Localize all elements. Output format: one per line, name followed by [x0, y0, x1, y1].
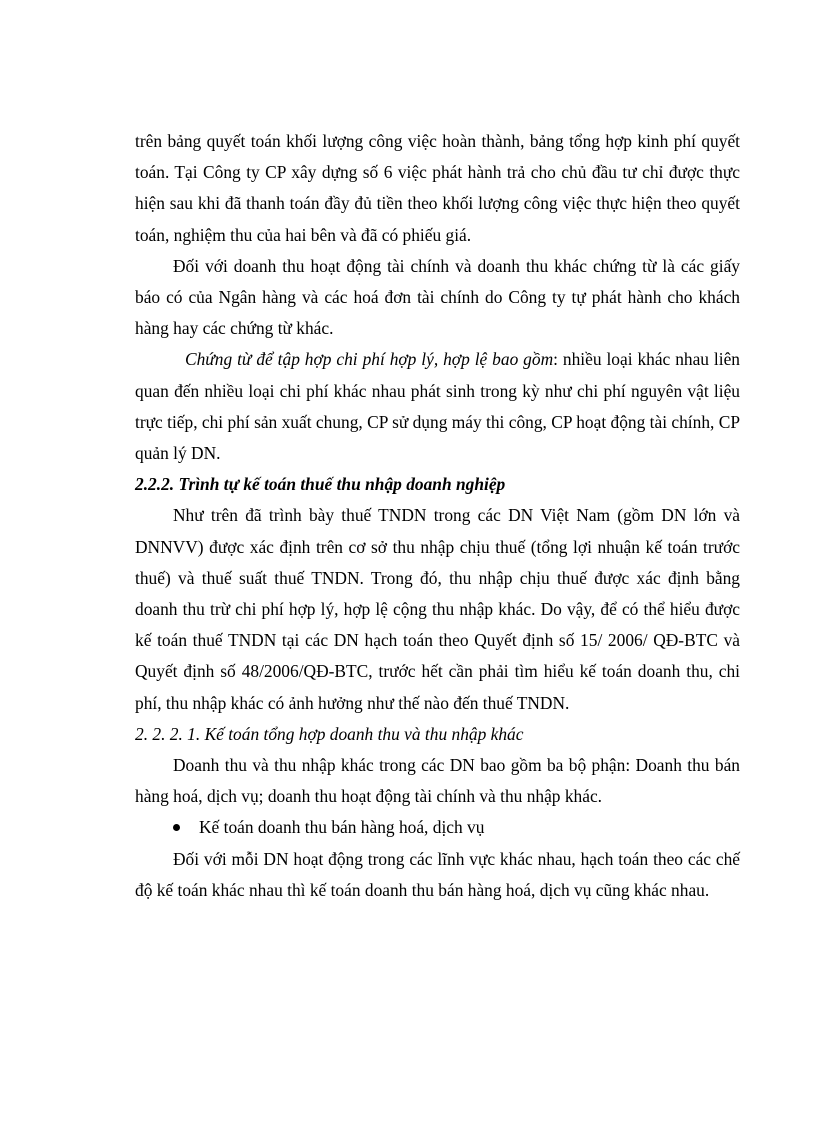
- section-heading-2-2-2-1: 2. 2. 2. 1. Kế toán tổng hợp doanh thu và thu nhập khác: [135, 723, 524, 744]
- cost-documents-rest: : nhiều loại khác nhau liên quan đến nhiều loại chi phí khác nhau phát sinh trong kỳ như chi phí nguyên vật liệu trực tiếp, chi phí sản xuất chung, CP sử dụng máy thi công, CP hoạt động tài chính, CP quản lý DN.: [135, 349, 740, 464]
- paragraph-revenue-parts: Doanh thu và thu nhập khác trong các DN bao gồm ba bộ phận: Doanh thu bán hàng hoá, dịch vụ; doanh thu hoạt động tài chính và thu nhập khác.: [135, 755, 740, 807]
- paragraph-tax-process: Như trên đã trình bày thuế TNDN trong các DN Việt Nam (gồm DN lớn và DNNVV) được xác định trên cơ sở thu nhập chịu thuế (tổng lợi nhuận kế toán trước thuế) và thuế suất thuế TNDN. Trong đó, thu nhập chịu thuế được xác định bằng doanh thu trừ chi phí hợp lý, hợp lệ cộng thu nhập khác. Do vậy, để có thể hiểu được kế toán thuế TNDN tại các DN hạch toán theo Quyết định số 15/ 2006/ QĐ-BTC và Quyết định số 48/2006/QĐ-BTC, trước hết cần phải tìm hiểu kế toán doanh thu, chi phí, thu nhập khác có ảnh hưởng như thế nào đến thuế TNDN.: [135, 505, 740, 713]
- paragraph-financial-revenue: Đối với doanh thu hoạt động tài chính và doanh thu khác chứng từ là các giấy báo có của Ngân hàng và các hoá đơn tài chính do Công ty tự phát hành cho khách hàng hay các chứng từ khác.: [135, 255, 740, 339]
- paragraph-settlement: trên bảng quyết toán khối lượng công việc hoàn thành, bảng tổng hợp kinh phí quyết toán. Tại Công ty CP xây dựng số 6 việc phát hành trả cho chủ đầu tư chỉ được thực hiện sau khi đã thanh toán đầy đủ tiền theo khối lượng công việc thực hiện theo quyết toán, nghiệm thu của hai bên và đã có phiếu giá.: [135, 131, 740, 245]
- bullet-item: [135, 812, 740, 843]
- document-page: [135, 126, 740, 906]
- bullet-icon: [173, 824, 180, 831]
- section-heading-2-2-2: 2.2.2. Trình tự kế toán thuế thu nhập doanh nghiệp: [135, 474, 506, 495]
- paragraph-cost-documents: [135, 344, 740, 469]
- bullet-item-label: Kế toán doanh thu bán hàng hoá, dịch vụ: [199, 817, 485, 838]
- paragraph-sales-revenue: Đối với mỗi DN hoạt động trong các lĩnh vực khác nhau, hạch toán theo các chế độ kế toán khác nhau thì kế toán doanh thu bán hàng hoá, dịch vụ cũng khác nhau.: [135, 848, 740, 900]
- cost-documents-lead: Chứng từ để tập hợp chi phí hợp lý, hợp lệ bao gồm: [185, 349, 554, 370]
